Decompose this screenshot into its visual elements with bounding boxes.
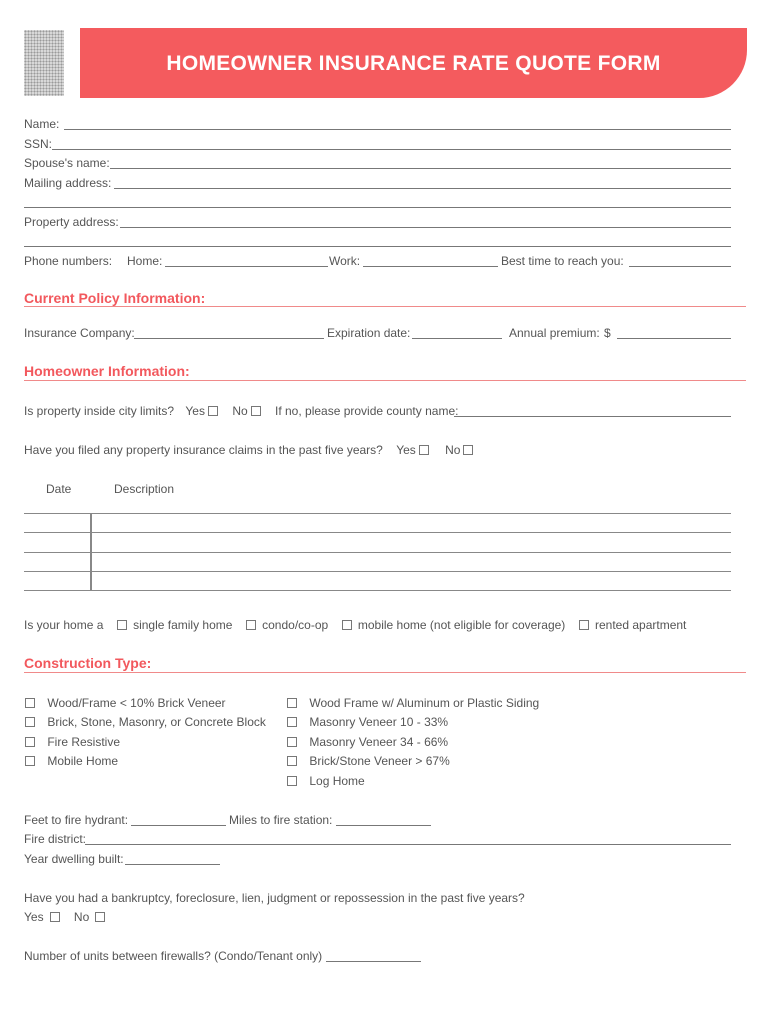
construction-option-label: Log Home xyxy=(309,774,365,788)
mobile-home-label: mobile home (not eligible for coverage) xyxy=(357,618,566,632)
checkbox[interactable] xyxy=(25,717,35,727)
construction-option[interactable] xyxy=(22,735,120,749)
construction-option[interactable] xyxy=(284,735,448,749)
checkbox[interactable] xyxy=(287,737,297,747)
work-phone-field[interactable] xyxy=(363,266,498,267)
checkbox[interactable] xyxy=(25,698,35,708)
expiration-label: Expiration date: xyxy=(327,326,411,340)
construction-option-label: Mobile Home xyxy=(47,754,119,768)
checkbox[interactable] xyxy=(287,776,297,786)
name-field[interactable] xyxy=(64,129,731,130)
construction-option[interactable] xyxy=(284,715,448,729)
condo-checkbox[interactable] xyxy=(246,620,256,630)
best-time-field[interactable] xyxy=(629,266,731,267)
bankruptcy-answers xyxy=(24,910,108,924)
section-divider xyxy=(24,306,746,307)
claims-table-row[interactable] xyxy=(24,590,731,591)
ssn-label: SSN: xyxy=(24,137,53,151)
city-limits-no-label: No xyxy=(232,404,248,418)
spouse-field[interactable] xyxy=(110,168,731,169)
hydrant-field[interactable] xyxy=(131,825,226,826)
construction-option-label: Brick/Stone Veneer > 67% xyxy=(309,754,450,768)
dollar-sign: $ xyxy=(604,326,611,340)
claims-table-divider xyxy=(90,514,92,591)
construction-option-label: Wood Frame w/ Aluminum or Plastic Siding xyxy=(309,696,540,710)
date-column-header: Date xyxy=(46,482,72,496)
mailing-field[interactable] xyxy=(114,188,731,189)
claims-table-row[interactable] xyxy=(24,513,731,514)
city-limits-yes-checkbox[interactable] xyxy=(208,406,218,416)
city-limits-row xyxy=(24,404,458,418)
construction-option[interactable] xyxy=(284,774,365,788)
construction-option[interactable] xyxy=(22,715,266,729)
construction-heading: Construction Type: xyxy=(24,655,152,671)
condo-label: condo/co-op xyxy=(262,618,329,632)
construction-option-label: Masonry Veneer 10 - 33% xyxy=(309,715,449,729)
property-field-line2[interactable] xyxy=(24,246,731,247)
claims-table-row[interactable] xyxy=(24,571,731,572)
single-family-checkbox[interactable] xyxy=(117,620,127,630)
construction-option[interactable] xyxy=(22,696,226,710)
claims-table-row[interactable] xyxy=(24,552,731,553)
current-policy-heading: Current Policy Information: xyxy=(24,290,206,306)
section-divider xyxy=(24,672,746,673)
year-built-label: Year dwelling built: xyxy=(24,852,124,866)
premium-label: Annual premium: xyxy=(509,326,600,340)
page-title: HOMEOWNER INSURANCE RATE QUOTE FORM xyxy=(166,52,661,75)
insurance-company-field[interactable] xyxy=(134,338,324,339)
checkbox[interactable] xyxy=(287,756,297,766)
city-limits-yes-label: Yes xyxy=(185,404,205,418)
construction-option[interactable] xyxy=(284,696,539,710)
description-column-header: Description xyxy=(114,482,175,496)
property-label: Property address: xyxy=(24,215,119,229)
bankruptcy-no-label: No xyxy=(73,910,90,924)
mailing-field-line2[interactable] xyxy=(24,207,731,208)
mobile-home-checkbox[interactable] xyxy=(342,620,352,630)
claims-yes-checkbox[interactable] xyxy=(419,445,429,455)
city-limits-no-checkbox[interactable] xyxy=(251,406,261,416)
hydrant-label: Feet to fire hydrant: xyxy=(24,813,129,827)
claims-yes-label: Yes xyxy=(396,443,416,457)
construction-option-label: Fire Resistive xyxy=(47,735,121,749)
station-field[interactable] xyxy=(336,825,431,826)
home-phone-label: Home: xyxy=(127,254,163,268)
home-type-row xyxy=(24,618,686,632)
property-field[interactable] xyxy=(120,227,731,228)
construction-option-label: Masonry Veneer 34 - 66% xyxy=(309,735,449,749)
mailing-label: Mailing address: xyxy=(24,176,112,190)
checkbox[interactable] xyxy=(25,737,35,747)
units-question: Number of units between firewalls? (Condo/Tenant only) xyxy=(24,949,323,963)
home-type-question: Is your home a xyxy=(24,618,104,632)
construction-option[interactable] xyxy=(284,754,450,768)
year-built-field[interactable] xyxy=(125,864,220,865)
construction-option[interactable] xyxy=(22,754,118,768)
claims-row xyxy=(24,443,476,457)
checkbox[interactable] xyxy=(287,717,297,727)
bankruptcy-no-checkbox[interactable] xyxy=(95,912,105,922)
units-field[interactable] xyxy=(326,961,421,962)
ssn-field[interactable] xyxy=(52,149,731,150)
premium-field[interactable] xyxy=(617,338,731,339)
fire-district-label: Fire district: xyxy=(24,832,87,846)
spouse-label: Spouse's name: xyxy=(24,156,110,170)
section-divider xyxy=(24,380,746,381)
checkbox[interactable] xyxy=(287,698,297,708)
claims-no-checkbox[interactable] xyxy=(463,445,473,455)
phone-label: Phone numbers: xyxy=(24,254,113,268)
construction-option-label: Brick, Stone, Masonry, or Concrete Block xyxy=(47,715,266,729)
logo-image xyxy=(24,30,64,96)
title-banner xyxy=(80,28,747,98)
claims-question: Have you filed any property insurance claims in the past five years? xyxy=(24,443,383,457)
claims-table-row[interactable] xyxy=(24,532,731,533)
county-label: If no, please provide county name: xyxy=(275,404,459,418)
name-label: Name: xyxy=(24,117,60,131)
rented-apartment-checkbox[interactable] xyxy=(579,620,589,630)
construction-option-label: Wood/Frame < 10% Brick Veneer xyxy=(47,696,226,710)
homeowner-heading: Homeowner Information: xyxy=(24,363,190,379)
home-phone-field[interactable] xyxy=(165,266,328,267)
fire-district-field[interactable] xyxy=(85,844,731,845)
work-phone-label: Work: xyxy=(329,254,361,268)
expiration-field[interactable] xyxy=(412,338,502,339)
rented-apartment-label: rented apartment xyxy=(595,618,687,632)
bankruptcy-yes-label: Yes xyxy=(24,910,44,924)
bankruptcy-yes-checkbox[interactable] xyxy=(50,912,60,922)
best-time-label: Best time to reach you: xyxy=(501,254,624,268)
county-field[interactable] xyxy=(454,416,731,417)
single-family-label: single family home xyxy=(133,618,233,632)
insurance-company-label: Insurance Company: xyxy=(24,326,135,340)
city-limits-question: Is property inside city limits? xyxy=(24,404,175,418)
bankruptcy-question: Have you had a bankruptcy, foreclosure, lien, judgment or repossession in the past five years? xyxy=(24,891,525,905)
checkbox[interactable] xyxy=(25,756,35,766)
claims-no-label: No xyxy=(445,443,461,457)
station-label: Miles to fire station: xyxy=(229,813,333,827)
